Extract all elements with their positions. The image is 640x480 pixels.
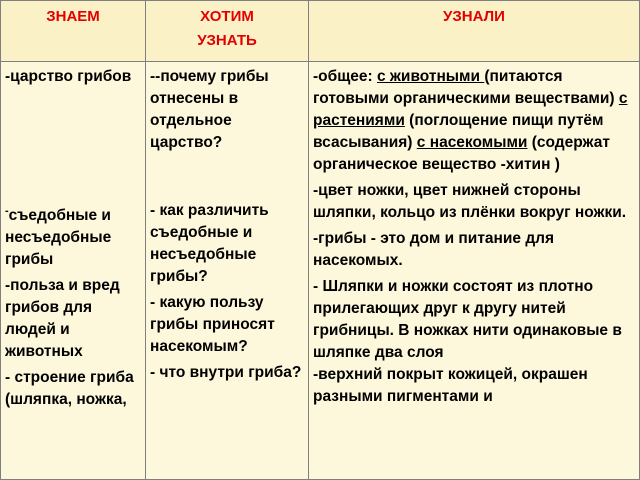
with-animals-text: с животными bbox=[377, 68, 485, 85]
learned-item-2: -цвет ножки, цвет нижней стороны шляпки, кольцо из плёнки вокруг ножки. bbox=[313, 182, 627, 221]
know-item-2 bbox=[5, 200, 142, 271]
header-want-line2: УЗНАТЬ bbox=[197, 32, 257, 49]
learned-item-4: - Шляпки и ножки состоят из плотно прилегающих друг к другу нитей грибницы. В ножках нити одинаковые в шляпке два слоя bbox=[313, 278, 622, 361]
want-item-4: - что внутри гриба? bbox=[150, 364, 302, 381]
with-insects-text: с насекомыми bbox=[416, 134, 528, 151]
want-item-3: - какую пользу грибы приносят насекомым? bbox=[150, 294, 275, 355]
learned-item-1 bbox=[313, 66, 637, 176]
learned-item-1-a: -общее: bbox=[313, 68, 377, 85]
know-item-3: -польза и вред грибов для людей и животных bbox=[5, 277, 120, 361]
header-want-line1: ХОТИМ bbox=[200, 8, 254, 25]
know-item-2-text: съедобные и несъедобные грибы bbox=[5, 207, 112, 269]
know-item-1: -царство грибов bbox=[5, 68, 132, 85]
learned-item-1-c: (поглощение пищи путём всасывания) bbox=[313, 112, 604, 151]
header-learned-label: УЗНАЛИ bbox=[443, 8, 505, 25]
learned-item-1-d: (содержат органическое вещество -хитин ) bbox=[313, 134, 610, 173]
header-learned bbox=[309, 1, 640, 62]
learned-item-5: -верхний покрыт кожицей, окрашен разными пигментами и bbox=[313, 366, 588, 405]
with-plants-text: с растениями bbox=[313, 90, 628, 129]
learned-column bbox=[309, 62, 640, 480]
know-item-2-prefix: - bbox=[5, 205, 9, 217]
want-item-2: - как различить съедобные и несъедобные грибы? bbox=[150, 202, 269, 285]
learned-item-1-b: (питаются готовыми органическими веществами) bbox=[313, 68, 619, 107]
know-column bbox=[1, 62, 146, 480]
want-item-1: --почему грибы отнесены в отдельное царство? bbox=[150, 68, 269, 151]
header-want bbox=[146, 1, 309, 62]
want-column bbox=[146, 62, 309, 480]
header-know bbox=[1, 1, 146, 62]
body-row bbox=[1, 62, 640, 480]
header-know-label: ЗНАЕМ bbox=[46, 8, 100, 25]
header-row bbox=[1, 1, 640, 62]
learned-item-3: -грибы - это дом и питание для насекомых. bbox=[313, 230, 555, 269]
know-item-4: - строение гриба (шляпка, ножка, bbox=[5, 369, 134, 409]
